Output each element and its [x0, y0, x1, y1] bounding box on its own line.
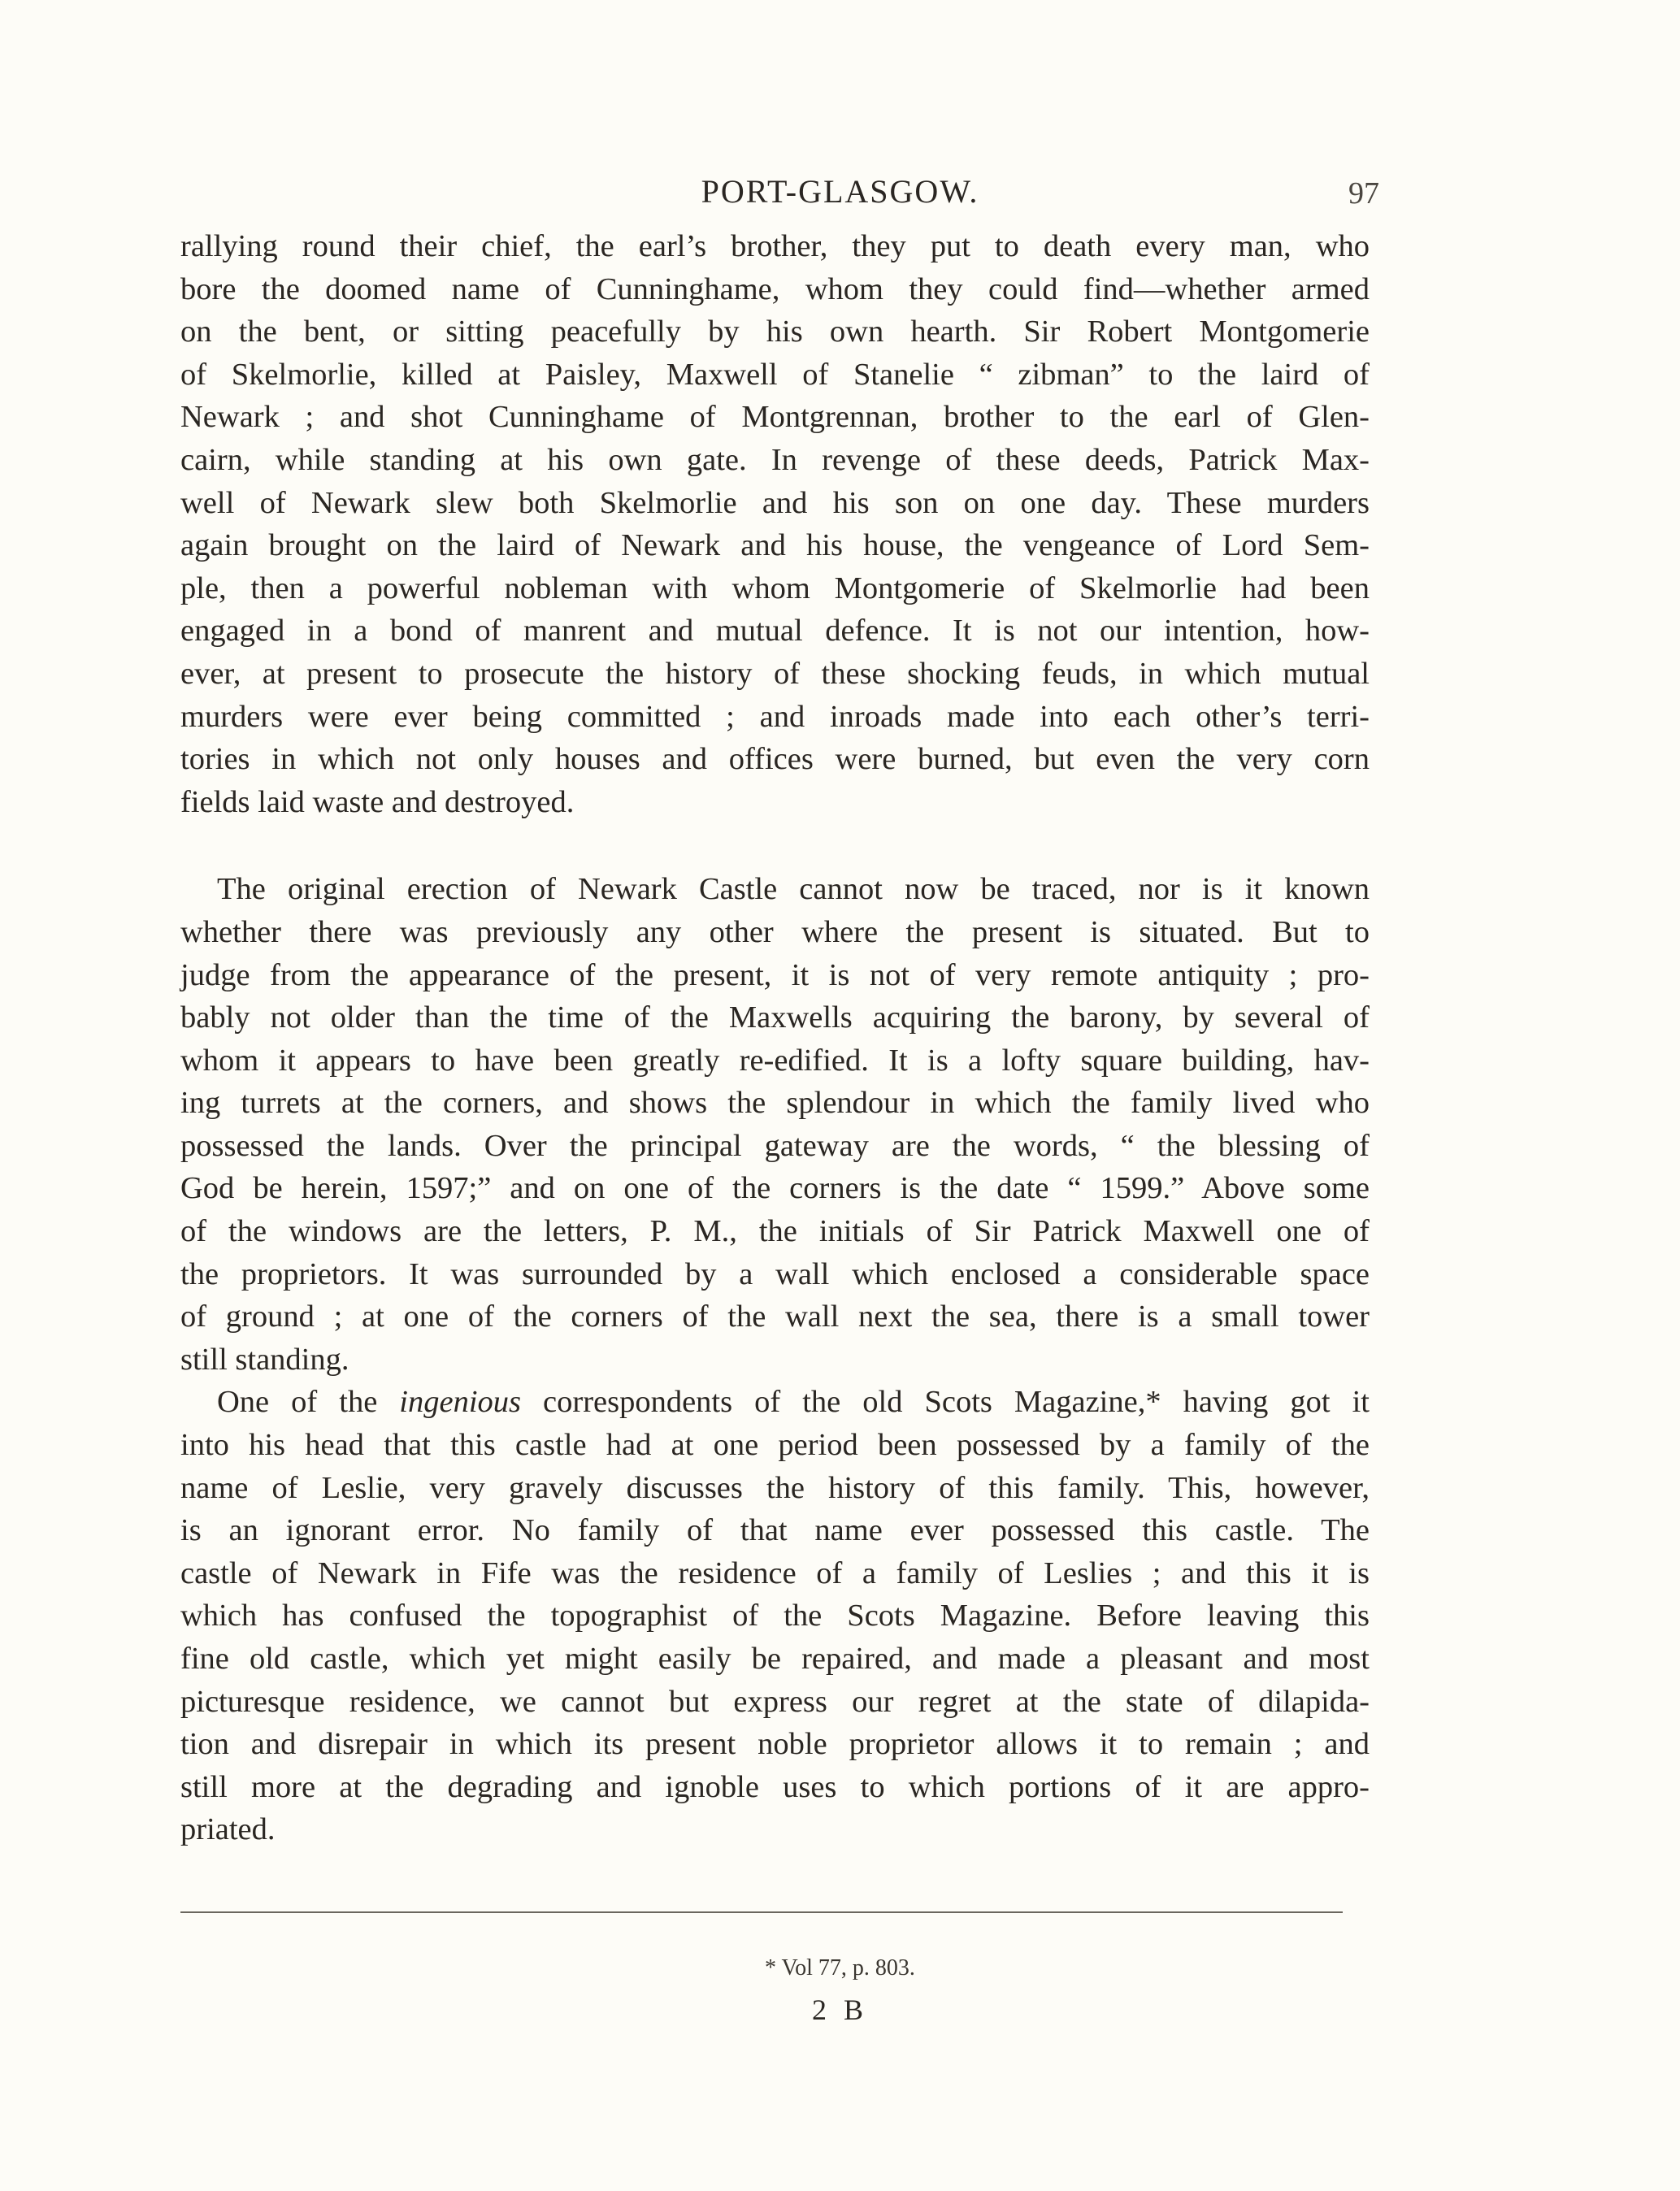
text-line: whom it appears to have been greatly re-edified. It is a lofty square building, hav-	[180, 1043, 1370, 1078]
text-line: of the windows are the letters, P. M., the initials of Sir Patrick Maxwell one of	[180, 1214, 1370, 1249]
text-line: again brought on the laird of Newark and his house, the vengeance of Lord Sem-	[180, 528, 1370, 563]
text-line: possessed the lands. Over the principal gateway are the words, “ the blessing of	[180, 1128, 1370, 1163]
footnote-rule	[180, 1911, 1343, 1913]
text-line: fine old castle, which yet might easily be repaired, and made a pleasant and most	[180, 1642, 1370, 1676]
text-line: name of Leslie, very gravely discusses the history of this family. This, however,	[180, 1470, 1370, 1505]
text-line: which has confused the topographist of the Scots Magazine. Before leaving this	[180, 1599, 1370, 1633]
text-line: cairn, while standing at his own gate. In revenge of these deeds, Patrick Max-	[180, 442, 1370, 477]
footnote: * Vol 77, p. 803.	[765, 1955, 915, 1981]
text-line: ple, then a powerful nobleman with whom Montgomerie of Skelmorlie had been	[180, 571, 1370, 605]
body-text	[180, 225, 1370, 1851]
text-line: the proprietors. It was surrounded by a wall which enclosed a considerable space	[180, 1256, 1370, 1291]
text-line: God be herein, 1597;” and on one of the corners is the date “ 1599.” Above some	[180, 1171, 1370, 1206]
text-line: still more at the degrading and ignoble uses to which portions of it are appro-	[180, 1769, 1370, 1804]
text-line: ing turrets at the corners, and shows the splendour in which the family lived who	[180, 1086, 1370, 1121]
text-line: engaged in a bond of manrent and mutual defence. It is not our intention, how-	[180, 614, 1370, 649]
text-line: priated.	[180, 1812, 276, 1847]
text-line: well of Newark slew both Skelmorlie and his son on one day. These murders	[180, 485, 1370, 520]
text-line: The original erection of Newark Castle cannot now be traced, nor is it known	[217, 872, 1370, 907]
text-line: tion and disrepair in which its present noble proprietor allows it to remain ; and	[180, 1727, 1370, 1762]
text-line: castle of Newark in Fife was the residence of a family of Leslies ; and this it is	[180, 1555, 1370, 1590]
text-line: on the bent, or sitting peacefully by his own hearth. Sir Robert Montgomerie	[180, 315, 1370, 349]
text-line: tories in which not only houses and offices were burned, but even the very corn	[180, 742, 1370, 777]
signature-mark: 2 B	[811, 1994, 868, 2026]
text-line: of Skelmorlie, killed at Paisley, Maxwell of Stanelie “ zibman” to the laird of	[180, 357, 1370, 392]
text-line: bore the doomed name of Cunninghame, whom they could find—whether armed	[180, 271, 1370, 306]
paragraph-3	[180, 1381, 1370, 1851]
text-fragment: One of the	[217, 1385, 400, 1420]
text-fragment: correspondents of the old Scots Magazine,* having got it	[521, 1385, 1370, 1420]
text-line: of ground ; at one of the corners of the wall next the sea, there is a small tower	[180, 1299, 1370, 1334]
text-line: rallying round their chief, the earl’s brother, they put to death every man, who	[180, 229, 1370, 263]
running-title: PORT-GLASGOW.	[701, 173, 979, 210]
italic-word: ingenious	[399, 1385, 522, 1420]
text-line	[180, 1381, 1370, 1424]
page-number: 97	[1348, 176, 1379, 210]
text-line: murders were ever being committed ; and inroads made into each other’s terri-	[180, 699, 1370, 734]
text-line: still standing.	[180, 1342, 349, 1377]
text-line: Newark ; and shot Cunninghame of Montgrennan, brother to the earl of Glen-	[180, 400, 1370, 435]
paragraph-2	[180, 868, 1370, 1381]
text-line: ever, at present to prosecute the history of these shocking feuds, in which mutual	[180, 656, 1370, 691]
text-line: picturesque residence, we cannot but express our regret at the state of dilapida-	[180, 1684, 1370, 1719]
running-head	[0, 164, 1680, 213]
text-line: judge from the appearance of the present, it is not of very remote antiquity ; pro-	[180, 957, 1370, 992]
text-line: is an ignorant error. No family of that name ever possessed this castle. The	[180, 1513, 1370, 1548]
paragraph-1	[180, 225, 1370, 823]
paragraph-gap	[180, 823, 1370, 868]
text-line: fields laid waste and destroyed.	[180, 784, 575, 819]
text-line: whether there was previously any other where the present is situated. But to	[180, 914, 1370, 949]
text-line: bably not older than the time of the Maxwells acquiring the barony, by several of	[180, 1000, 1370, 1035]
text-line: into his head that this castle had at one period been possessed by a family of the	[180, 1428, 1370, 1463]
